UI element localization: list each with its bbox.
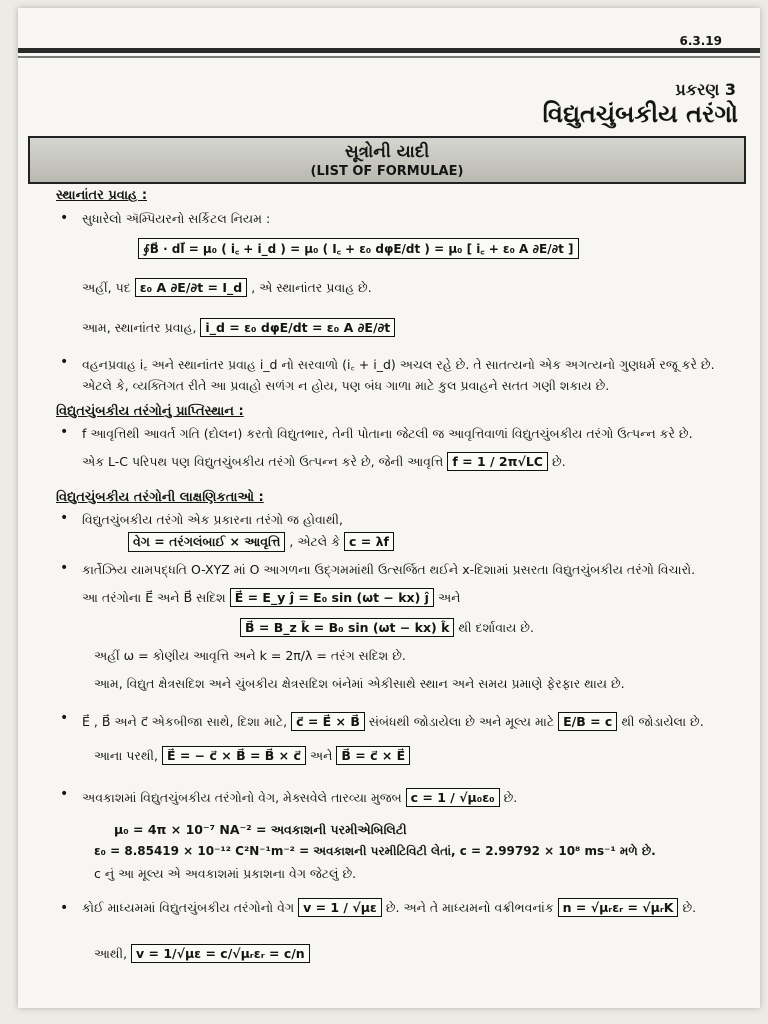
omega-k-line: અહીં ω = કોણીય આવૃત્તિ અને k = 2π/λ = તરંગ સદિશ છે. xyxy=(94,648,406,663)
cartesian-line: કાર્તેઝિય યામપદ્ધતિ O-XYZ માં O આગળના ઉદ્‌ગમમાંથી ઉત્સર્જિત થઈને x-દિશામાં પ્રસરતા વિદ્યુતચુંબકીય તરંગો વિચારો. xyxy=(82,562,696,577)
medium-post: છે. xyxy=(682,900,697,915)
c-lambda-f-box: c = λf xyxy=(344,532,394,551)
lc-text: એક L-C પરિપથ પણ વિદ્યુતચુંબકીય તરંગો ઉત્પન્ન કરે છે, જેની આવૃત્તિ xyxy=(82,454,444,469)
textbook-page xyxy=(18,8,760,1008)
ebc-text: E⃗ , B⃗ અને c⃗ એકબીજા સાથે, દિશા માટે, xyxy=(82,714,288,729)
velocity-relation-box: વેગ = તરંગલંબાઈ × આવૃત્તિ xyxy=(128,532,285,552)
here-post: , એ સ્થાનાંતર પ્રવાહ છે. xyxy=(251,280,372,295)
bullet: • xyxy=(60,900,69,916)
header-rule xyxy=(18,48,760,53)
page-date: 6.3.19 xyxy=(679,34,722,48)
derived-relations-line xyxy=(94,746,410,765)
lc-end: છે. xyxy=(551,454,566,469)
wave-speed-line xyxy=(128,532,394,552)
header-rule-thin xyxy=(18,56,760,58)
b-relation-box: B⃗ = c⃗ × E⃗ xyxy=(336,746,410,765)
medium-text: કોઈ માધ્યમમાં વિદ્યુતચુંબકીય તરંગોનો વેગ xyxy=(82,900,295,915)
bullet: • xyxy=(60,560,69,576)
displacement-term-box: ε₀ A ∂E/∂t = I_d xyxy=(135,278,248,297)
refractive-text: છે. અને તે માધ્યમનો વક્રીભવનાંક xyxy=(385,900,554,915)
bullet: • xyxy=(60,510,69,526)
bullet: • xyxy=(60,424,69,440)
e-field-line xyxy=(82,588,460,607)
direction-relation-line xyxy=(82,712,704,731)
light-speed-note: c નું આ મૂલ્ય એ અવકાશમાં પ્રકાશના વેગ જેટલું છે. xyxy=(94,866,357,881)
eb-vectors-text: આ તરંગોના E⃗ અને B⃗ સદિશ xyxy=(82,590,226,605)
hence-text: આથી, xyxy=(94,946,128,961)
field-variation-line: આમ, વિદ્યુત ક્ષેત્રસદિશ અને ચુંબકીય ક્ષેત્રસદિશ બંનેમાં એકીસાથે સ્થાન અને સમય પ્રમાણે ફેરફાર થાય છે. xyxy=(94,676,625,691)
b-field-post: થી દર્શાવાય છે. xyxy=(458,620,534,635)
vacuum-speed-line xyxy=(82,788,517,807)
thus-pre: આમ, સ્થાનાંતર પ્રવાહ, xyxy=(82,320,197,335)
relation-post: થી જોડાયેલા છે. xyxy=(621,714,704,729)
b-field-box: B⃗ = B_z k̂ = B₀ sin (ωt − kx) k̂ xyxy=(240,618,454,637)
medium-speed-line xyxy=(82,898,696,917)
lc-frequency-box: f = 1 / 2π√LC xyxy=(447,452,548,471)
e-field-box: E⃗ = E_y ĵ = E₀ sin (ωt − kx) ĵ xyxy=(230,588,434,607)
source-line-2 xyxy=(82,452,566,471)
formula-list-banner xyxy=(28,136,746,184)
that-is: , એટલે કે xyxy=(289,534,341,549)
final-relation-box: v = 1/√με = c/√μᵣεᵣ = c/n xyxy=(131,944,310,963)
bullet: • xyxy=(60,710,69,726)
ampere-law-label: સુધારેલો ઍમ્પિયરનો સર્કિટલ નિયમ : xyxy=(82,211,271,226)
displacement-current-box: i_d = ε₀ dφE/dt = ε₀ A ∂E/∂t xyxy=(200,318,395,337)
continuity-line-1: વહનપ્રવાહ i꜀ અને સ્થાનાંતર પ્રવાહ i_d નો સરવાળો (i꜀ + i_d) અચલ રહે છે. તે સાતત્યનો એક અગત્યનો ગુણધર્મ રજૂ કરે છે. xyxy=(82,357,715,372)
section-displacement-current: સ્થાનાંતર પ્રવાહ : xyxy=(56,188,148,203)
wave-type-line: વિદ્યુતચુંબકીય તરંગો એક પ્રકારના તરંગો જ હોવાથી, xyxy=(82,512,343,527)
bullet: • xyxy=(60,354,69,370)
and-text: અને xyxy=(437,590,461,605)
section-em-wave-characteristics: વિદ્યુતચુંબકીય તરંગોની લાક્ષણિકતાઓ : xyxy=(56,490,264,505)
section-em-wave-source: વિદ્યુતચુંબકીય તરંગોનું પ્રાપ્તિસ્થાન : xyxy=(56,404,244,419)
banner-title-gu: સૂત્રોની યાદી xyxy=(344,142,430,162)
permittivity-line: ε₀ = 8.85419 × 10⁻¹² C²N⁻¹m⁻² = અવકાશની પરમીટિવિટી લેતાં, c = 2.99792 × 10⁸ ms⁻¹ મળે છે. xyxy=(94,844,656,858)
chapter-title: વિદ્યુતચુંબકીય તરંગો xyxy=(542,100,738,128)
thus-line xyxy=(82,318,395,337)
from-this: આના પરથી, xyxy=(94,748,158,763)
permeability-line: μ₀ = 4π × 10⁻⁷ NA⁻² = અવકાશની પરમીએબિલિટી xyxy=(114,822,407,837)
continuity-line-2: એટલે કે, વ્યક્તિગત રીતે આ પ્રવાહો સળંગ ન હોય, પણ બંધ ગાળા માટે કુલ પ્રવાહને સતત ગણી શકાય છે. xyxy=(82,378,610,393)
final-relation-line xyxy=(94,944,310,963)
ampere-maxwell-equation xyxy=(138,238,579,259)
refractive-index-box: n = √μᵣεᵣ = √μᵣK xyxy=(558,898,679,917)
source-line-1: f આવૃત્તિથી આવર્ત ગતિ (દોલન) કરતો વિદ્યુતભાર, તેની પોતાના જેટલી જ આવૃત્તિવાળાં વિદ્યુતચુંબકીય તરંગો ઉત્પન્ન કરે છે. xyxy=(82,426,693,441)
magnitude-text: સંબંધથી જોડાયેલા છે અને મૂલ્ય માટે xyxy=(368,714,555,729)
equation-box: ∮B⃗ · dl⃗ = μ₀ ( i꜀ + i_d ) = μ₀ ( I꜀ + ε₀ dφE/dt ) = μ₀ [ i꜀ + ε₀ A ∂E/∂t ] xyxy=(138,238,579,259)
b-field-line xyxy=(240,618,534,637)
maxwell-text: અવકાશમાં વિદ્યુતચુંબકીય તરંગોનો વેગ, મેક્સવેલે તારવ્યા મુજબ xyxy=(82,790,402,805)
chapter-number: પ્રકરણ 3 xyxy=(675,80,736,99)
here-term-line xyxy=(82,278,372,297)
e-over-b-box: E/B = c xyxy=(558,712,617,731)
vacuum-speed-box: c = 1 / √μ₀ε₀ xyxy=(406,788,500,807)
bullet: • xyxy=(60,210,69,226)
e-relation-box: E⃗ = − c⃗ × B⃗ = B⃗ × c⃗ xyxy=(162,746,306,765)
c-e-cross-b-box: c⃗ = E⃗ × B⃗ xyxy=(291,712,365,731)
vacuum-post: છે. xyxy=(503,790,518,805)
banner-title-en: (LIST OF FORMULAE) xyxy=(310,164,464,179)
and-text-2: અને xyxy=(309,748,333,763)
medium-speed-box: v = 1 / √με xyxy=(298,898,382,917)
here-pre: અહીં, પદ xyxy=(82,280,131,295)
bullet: • xyxy=(60,786,69,802)
